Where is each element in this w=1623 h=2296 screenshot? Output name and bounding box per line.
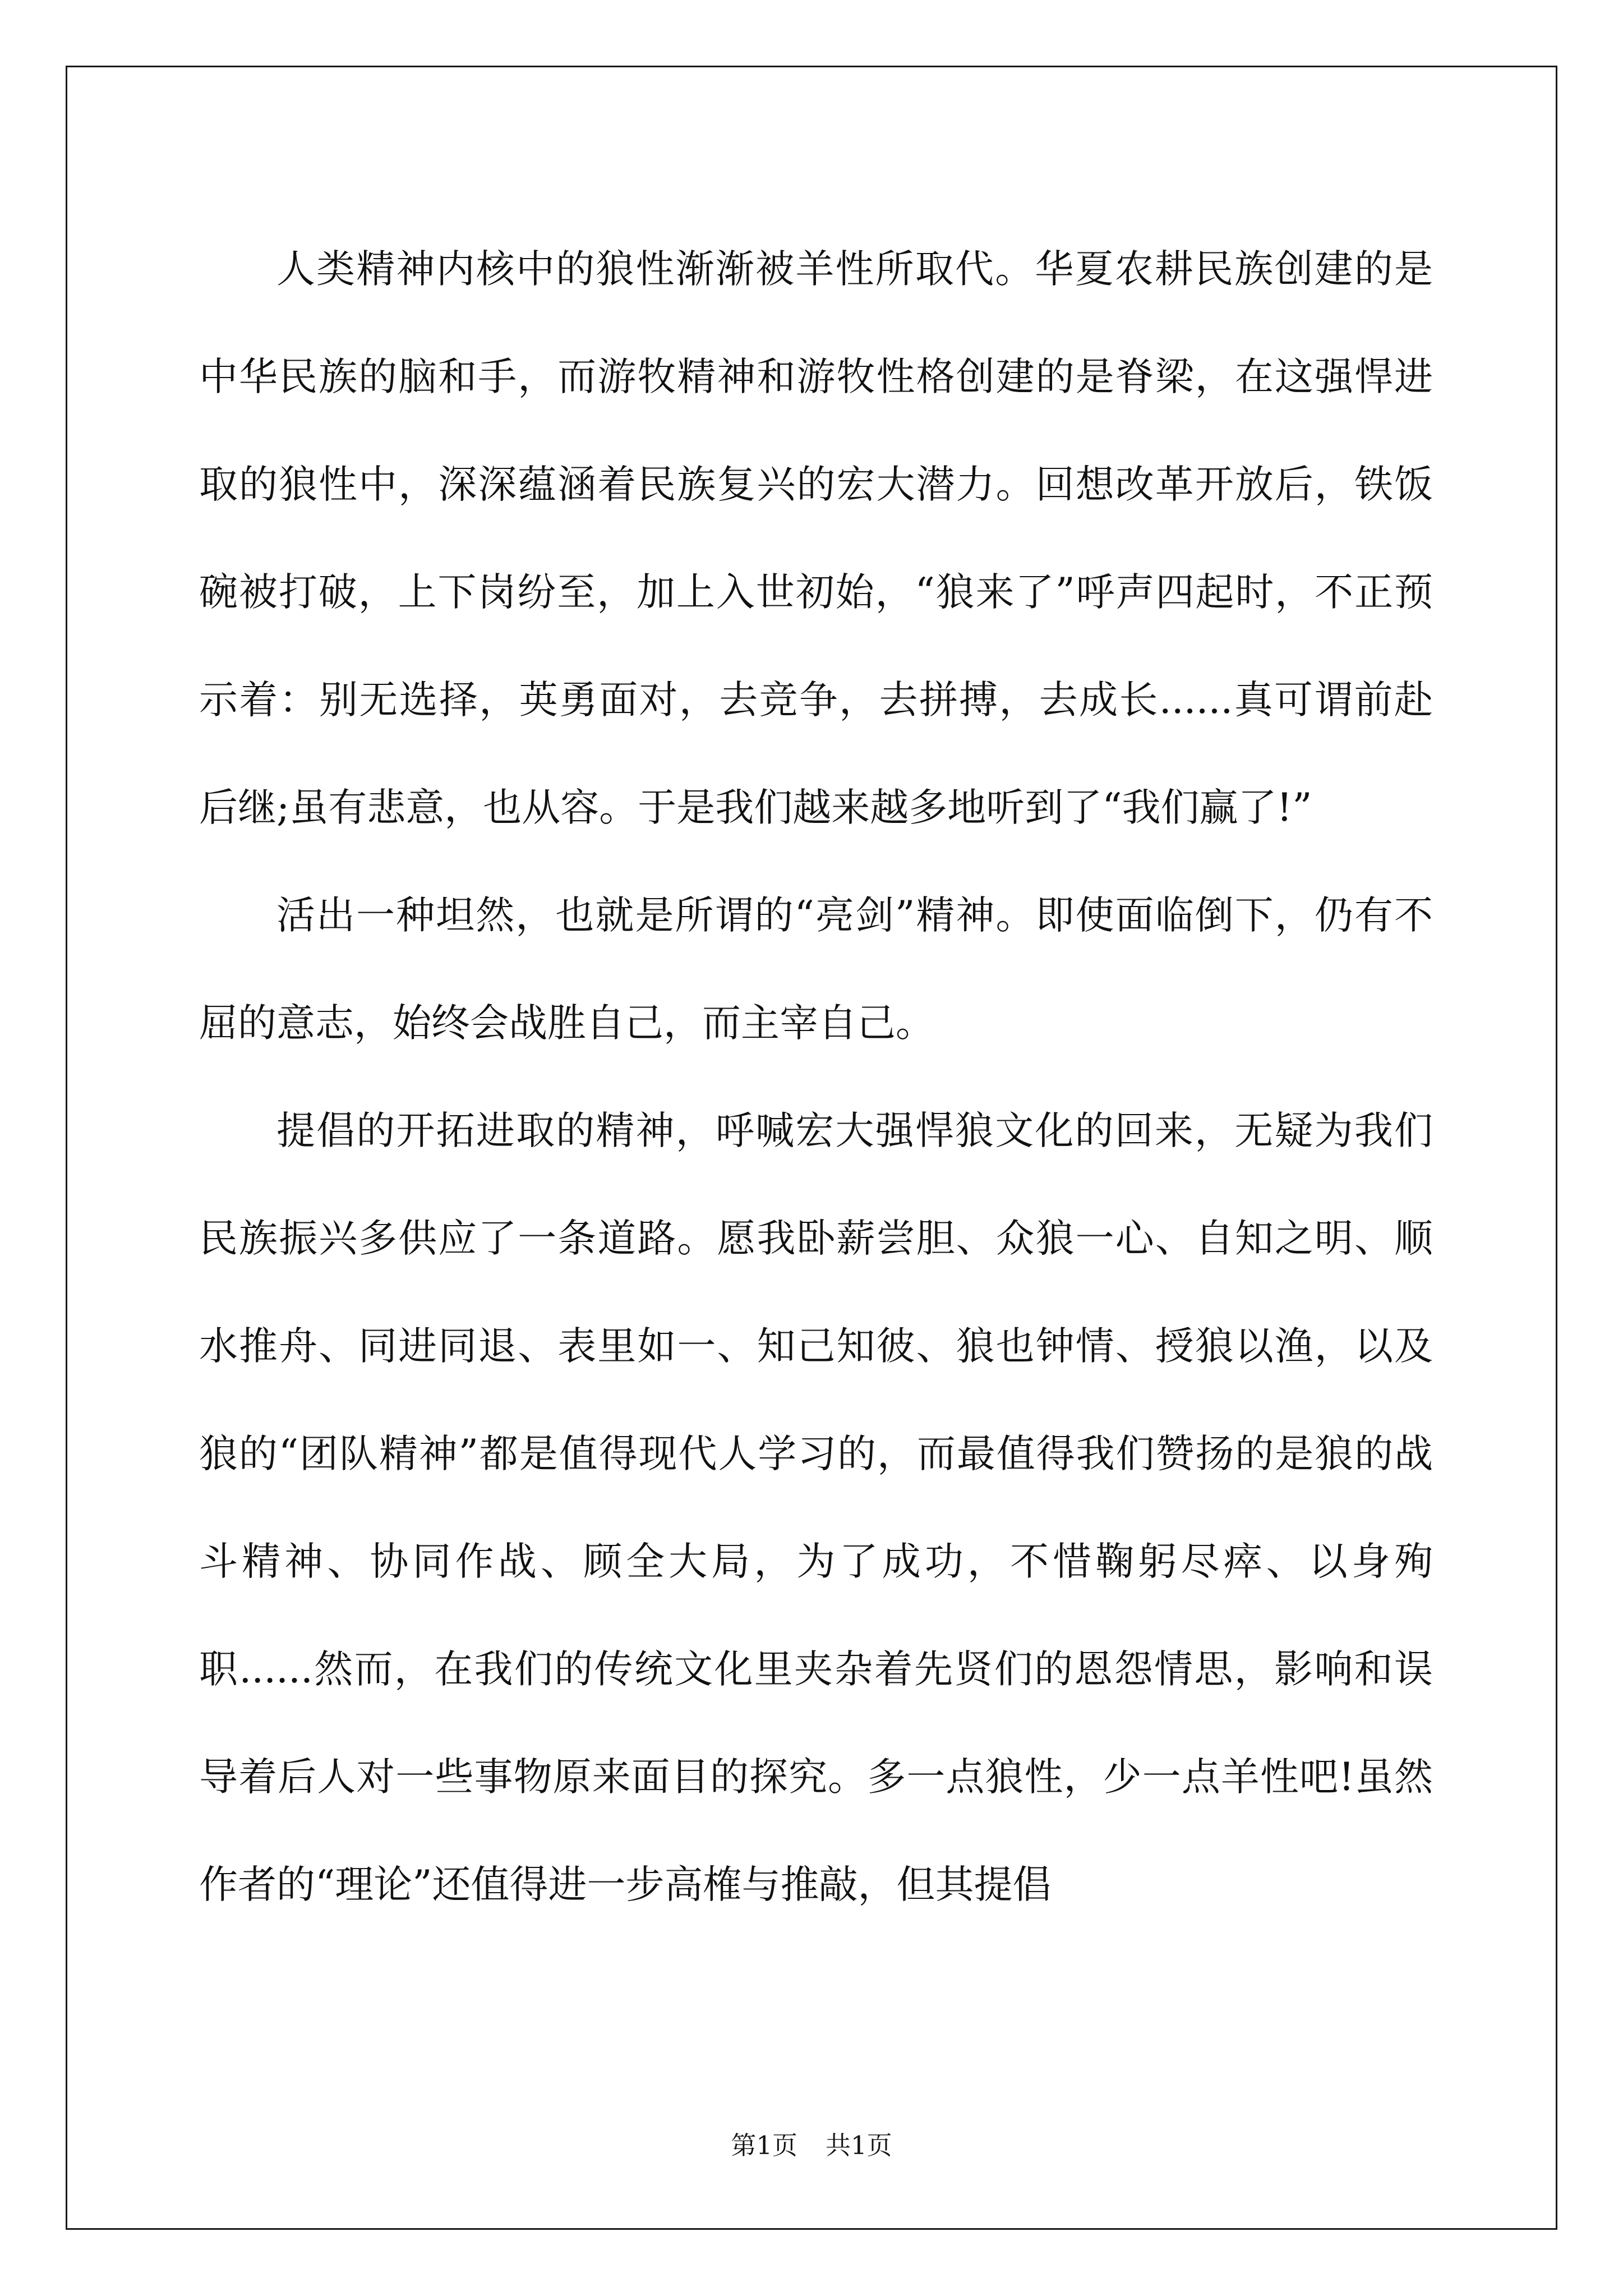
page-total: 共1页 [826,2131,892,2160]
paragraph: 活出一种坦然，也就是所谓的“亮剑”精神。即使面临倒下，仍有不屈的意志，始终会战胜自己，而主宰自己。 [199,893,1433,1046]
page-number: 第1页 [731,2131,797,2160]
page-footer [0,2129,1623,2162]
paragraph: 人类精神内核中的狼性渐渐被羊性所取代。华夏农耕民族创建的是中华民族的脑和手，而游牧精神和游牧性格创建的是脊梁，在这强悍进取的狼性中，深深蕴涵着民族复兴的宏大潜力。回想改革开放后，铁饭碗被打破，上下岗纷至，加上入世初始，“狼来了”呼声四起时，不正预示着：别无选择，英勇面对，去竞争，去拼搏，去成长......真可谓前赴后继;虽有悲意，也从容。于是我们越来越多地听到了“我们赢了!” [199,247,1433,830]
paragraph: 提倡的开拓进取的精神，呼喊宏大强悍狼文化的回来，无疑为我们民族振兴多供应了一条道路。愿我卧薪尝胆、众狼一心、自知之明、顺水推舟、同进同退、表里如一、知己知彼、狼也钟情、授狼以渔，以及狼的“团队精神”都是值得现代人学习的，而最值得我们赞扬的是狼的战斗精神、协同作战、顾全大局，为了成功，不惜鞠躬尽瘁、以身殉职......然而，在我们的传统文化里夹杂着先贤们的恩怨情思，影响和误导着后人对一些事物原来面目的探究。多一点狼性，少一点羊性吧!虽然作者的“理论”还值得进一步高榷与推敲，但其提倡 [199,1108,1433,1907]
document-body [199,215,1433,1939]
